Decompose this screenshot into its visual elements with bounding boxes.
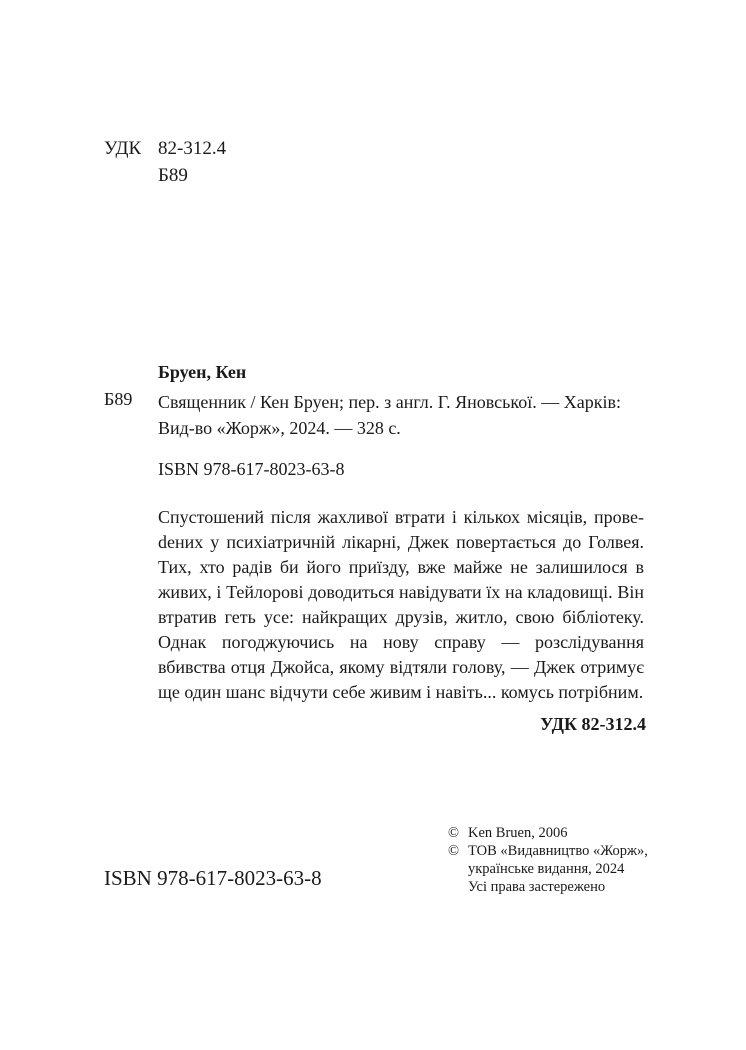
author-code-row — [104, 162, 226, 189]
udk-footer: УДК 82-312.4 — [540, 714, 646, 734]
udk-row — [104, 135, 226, 162]
copyright-rights: Усі права застережено — [468, 879, 606, 895]
copyright-edition-line — [448, 860, 658, 878]
author-code: Б89 — [158, 165, 188, 186]
udk-index-block — [104, 135, 226, 189]
copyright-publisher: ТОВ «Видавництво «Жорж», — [468, 843, 648, 859]
isbn-entry: ISBN 978-617-8023-63-8 — [158, 459, 345, 479]
udk-label: УДК — [104, 138, 142, 159]
annotation-text: Спустошений після жахливої втрати і кількох місяців, провеdених у психіатричній лікарні, Джек повертається до Голвея. Тих, хто радів би його приїзду, вже майже не залишилося в живих, і Тейлорові доводиться навідувати їх на кладовищі. Він втратив геть усе: найкращих друзів, житло, свою бібліотеку. Однак погоджуючись на нову справу — розслідування вбивства отця Джойса, якому відтяли голову, — Джек отримує ще один шанс відчути себе живим і навіть... комусь потрібним. — [158, 507, 644, 702]
bibliographic-description: Священник / Кен Бруен; пер. з англ. Г. Яновської. — Харків: Вид-во «Жорж», 2024. — 328 с. — [158, 392, 621, 438]
copyright-block — [448, 824, 658, 896]
copyright-rights-line — [448, 878, 658, 896]
copyright-edition: українське видання, 2024 — [468, 861, 625, 877]
copyright-author-line — [448, 824, 658, 842]
copyright-icon: © — [448, 843, 460, 859]
entry-code: Б89 — [104, 389, 133, 409]
copyright-publisher-line — [448, 842, 658, 860]
copyright-icon: © — [448, 825, 460, 841]
author-heading: Бруен, Кен — [158, 362, 247, 382]
copyright-author: Ken Bruen, 2006 — [468, 825, 568, 841]
udk-code: 82-312.4 — [158, 138, 227, 159]
isbn-footer: ISBN 978-617-8023-63-8 — [104, 866, 322, 890]
